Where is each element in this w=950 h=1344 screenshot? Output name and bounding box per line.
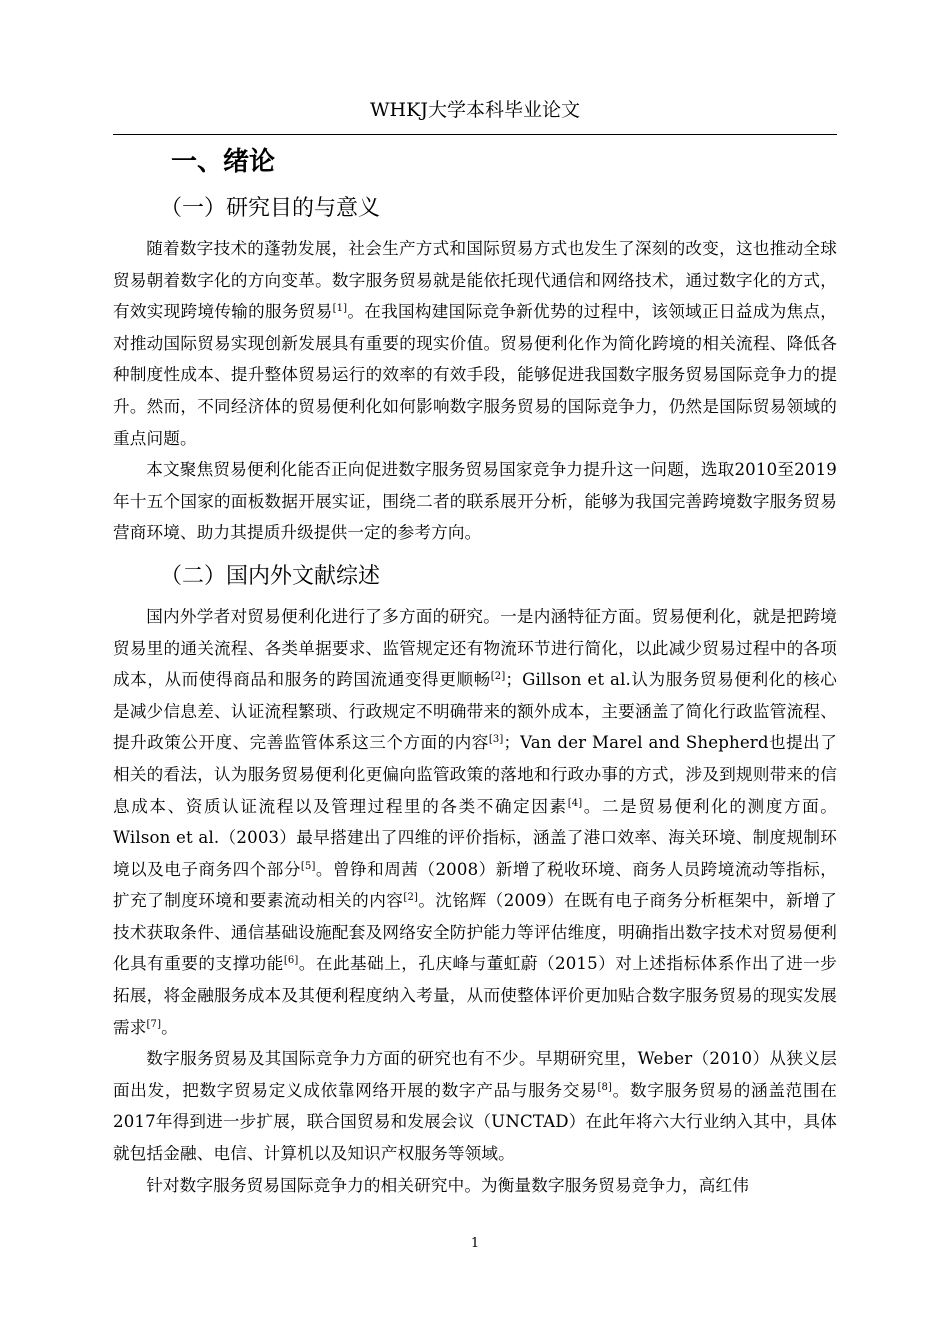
body-paragraph: 本文聚焦贸易便利化能否正向促进数字服务贸易国家竞争力提升这一问题，选取2010至2019年十五个国家的面板数据开展实证，围绕二者的联系展开分析，能够为我国完善跨境数字服务贸易营商环境、助力其提质升级提供一定的参考方向。 <box>113 460 837 543</box>
citation-superscript: [2] <box>403 892 419 904</box>
citation-superscript: [8] <box>597 1081 613 1093</box>
page-content <box>113 143 837 1201</box>
citation-superscript: [2] <box>490 671 506 683</box>
page-header: WHKJ大学本科毕业论文 <box>370 99 580 121</box>
chapter-title: 一、绪论 <box>171 147 276 177</box>
body-paragraph: 国内外学者对贸易便利化进行了多方面的研究。一是内涵特征方面。贸易便利化，就是把跨境贸易里的通关流程、各类单据要求、监管规定还有物流环节进行简化，以此减少贸易过程中的各项成本，从而使得商品和服务的跨国流通变得更顺畅[2]；Gillson et al.认为服务贸易便利化的核心是减少信息差、认证流程繁琐、行政规定不明确带来的额外成本，主要涵盖了简化行政监管流程、提升政策公开度、完善监管体系这三个方面的内容[3]；Van der Marel and Shepherd也提出了相关的看法，认为服务贸易便利化更偏向监管政策的落地和行政办事的方式，涉及到规则带来的信息成本、资质认证流程以及管理过程里的各类不确定因素[4]。二是贸易便利化的测度方面。Wilson et al.（2003）最早搭建出了四维的评价指标，涵盖了港口效率、海关环境、制度规制环境以及电子商务四个部分[5]。曾铮和周茜（2008）新增了税收环境、商务人员跨境流动等指标，扩充了制度环境和要素流动相关的内容[2]。沈铭辉（2009）在既有电子商务分析框架中，新增了技术获取条件、通信基础设施配套及网络安全防护能力等评估维度，明确指出数字技术对贸易便利化具有重要的支撑功能[6]。在此基础上，孔庆峰与董虹蔚（2015）对上述指标体系作出了进一步拓展，将金融服务成本及其便利程度纳入考量，从而使整体评价更加贴合数字服务贸易的现实发展需求[7]。 <box>113 606 838 1037</box>
citation-superscript: [4] <box>567 797 583 809</box>
section-heading-literature: （二）国内外文献综述 <box>160 563 381 589</box>
citation-superscript: [5] <box>300 860 316 872</box>
section-heading-purpose: （一）研究目的与意义 <box>160 196 381 221</box>
body-paragraph: 数字服务贸易及其国际竞争力方面的研究也有不少。早期研究里，Weber（2010）从狭义层面出发，把数字贸易定义成依靠网络开展的数字产品与服务交易[8]。数字服务贸易的涵盖范围在2017年得到进一步扩展，联合国贸易和发展会议（UNCTAD）在此年将六大行业纳入其中，具体就包括金融、电信、计算机以及知识产权服务等领域。 <box>113 1049 837 1164</box>
header-rule <box>113 134 837 135</box>
citation-superscript: [6] <box>283 955 299 967</box>
citation-superscript: [3] <box>488 734 504 746</box>
body-paragraph: 随着数字技术的蓬勃发展，社会生产方式和国际贸易方式也发生了深刻的改变，这也推动全球贸易朝着数字化的方向变革。数字服务贸易就是能依托现代通信和网络技术，通过数字化的方式，有效实现跨境传输的服务贸易[1]。在我国构建国际竞争新优势的过程中，该领域正日益成为焦点，对推动国际贸易实现创新发展具有重要的现实价值。贸易便利化作为简化跨境的相关流程、降低各种制度性成本、提升整体贸易运行的效率的有效手段，能够促进我国数字服务贸易国际竞争力的提升。然而，不同经济体的贸易便利化如何影响数字服务贸易的国际竞争力，仍然是国际贸易领域的重点问题。 <box>113 239 837 448</box>
body-paragraph: 针对数字服务贸易国际竞争力的相关研究中。为衡量数字服务贸易竞争力，高红伟 <box>146 1175 749 1195</box>
citation-superscript: [1] <box>332 303 348 315</box>
page-number: 1 <box>470 1236 480 1251</box>
citation-superscript: [7] <box>146 1018 162 1030</box>
